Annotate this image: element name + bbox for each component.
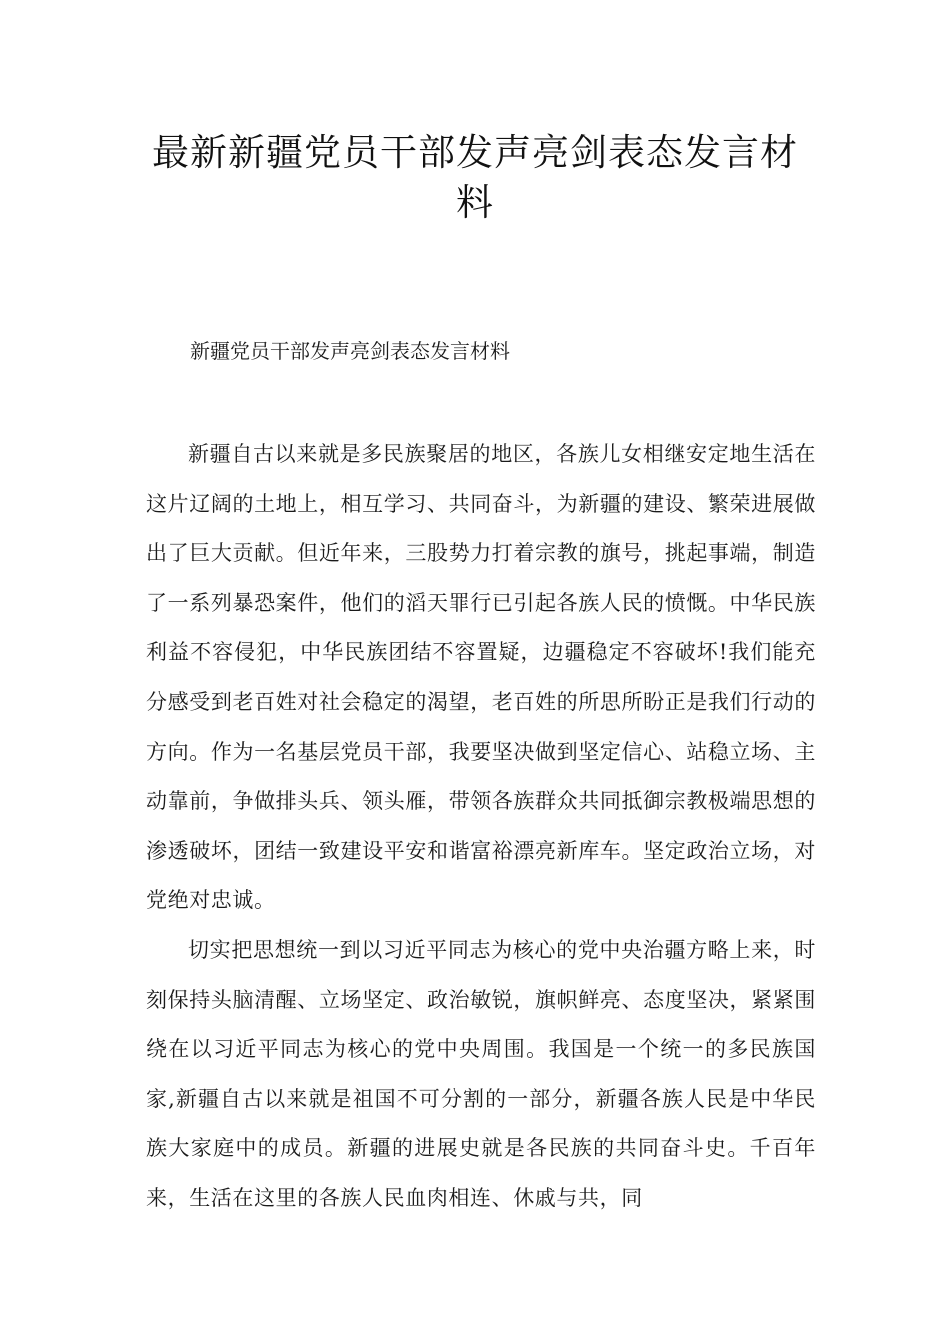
document-subtitle: 新疆党员干部发声亮剑表态发言材料 xyxy=(190,339,510,363)
document-body xyxy=(146,430,816,1224)
paragraph: 切实把思想统一到以习近平同志为核心的党中央治疆方略上来，时刻保持头脑清醒、立场坚定、政治敏锐，旗帜鲜亮、态度坚决，紧紧围绕在以习近平同志为核心的党中央周围。我国是一个统一的多民族国家,新疆自古以来就是祖国不可分割的一部分，新疆各族人民是中华民族大家庭中的成员。新疆的进展史就是各民族的共同奋斗史。千百年来，生活在这里的各族人民血肉相连、休戚与共，同 xyxy=(146,937,816,1210)
document-title: 最新新疆党员干部发声亮剑表态发言材料 xyxy=(152,131,798,224)
paragraph: 新疆自古以来就是多民族聚居的地区，各族儿女相继安定地生活在这片辽阔的土地上，相互学习、共同奋斗，为新疆的建设、繁荣进展做出了巨大贡献。但近年来，三股势力打着宗教的旗号，挑起事端，制造了一系列暴恐案件，他们的滔天罪行已引起各族人民的愤慨。中华民族利益不容侵犯，中华民族团结不容置疑，边疆稳定不容破坏!我们能充分感受到老百姓对社会稳定的渴望，老百姓的所思所盼正是我们行动的方向。作为一名基层党员干部，我要坚决做到坚定信心、站稳立场、主动靠前，争做排头兵、领头雁，带领各族群众共同抵御宗教极端思想的渗透破坏，团结一致建设平安和谐富裕漂亮新库车。坚定政治立场，对党绝对忠诚。 xyxy=(146,442,816,913)
